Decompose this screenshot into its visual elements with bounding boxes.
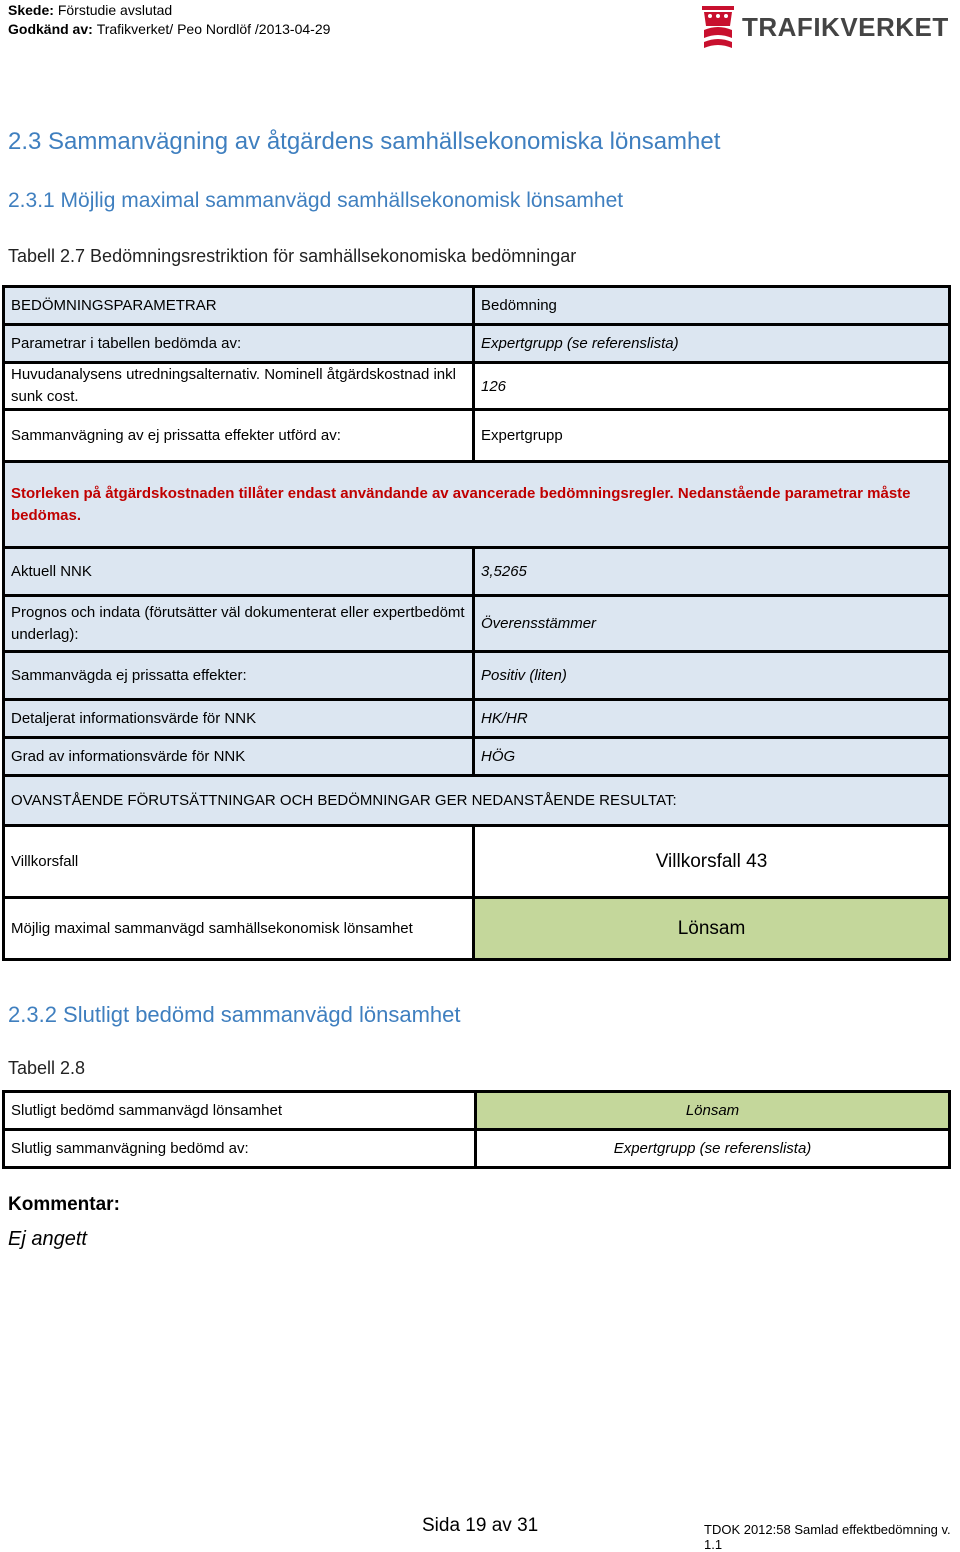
header-right: Bedömning [474, 287, 950, 325]
param-label: Sammanvägda ej prissatta effekter: [4, 652, 474, 700]
page-number: Sida 19 av 31 [422, 1515, 539, 1536]
lonsamhet-value: Lönsam [474, 898, 950, 960]
villkorsfall-value: Villkorsfall 43 [474, 826, 950, 898]
logo-text: TRAFIKVERKET [742, 12, 949, 42]
table-row [4, 1092, 950, 1130]
warning-text: Storleken på åtgärdskostnaden tillåter endast användande av avancerade bedömningsregler. Nedanstående parametrar måste bedömas. [4, 462, 950, 548]
param-label: Detaljerat informationsvärde för NNK [4, 700, 474, 738]
final-table [2, 1090, 951, 1169]
final-label: Slutlig sammanvägning bedömd av: [4, 1130, 476, 1168]
row-label: Sammanvägning av ej prissatta effekter utförd av: [4, 410, 474, 462]
section-title: 2.3 Sammanvägning av åtgärdens samhällsekonomiska lönsamhet [8, 128, 721, 155]
table-row [4, 738, 950, 776]
table-row [4, 826, 950, 898]
param-label: Prognos och indata (förutsätter väl dokumenterat eller expertbedömt underlag): [4, 596, 474, 652]
table-row [4, 363, 950, 410]
param-label: Grad av informationsvärde för NNK [4, 738, 474, 776]
crown-shield-icon [698, 4, 738, 50]
skede-label: Skede: [8, 2, 54, 18]
skede-value: Förstudie avslutad [57, 2, 173, 18]
param-value: HK/HR [474, 700, 950, 738]
header-left: BEDÖMNINGSPARAMETRAR [4, 287, 474, 325]
param-value: Överensstämmer [474, 596, 950, 652]
comment-label: Kommentar: [8, 1194, 120, 1215]
header-godkand [8, 21, 330, 37]
villkorsfall-label: Villkorsfall [4, 826, 474, 898]
table-row [4, 596, 950, 652]
param-value: Positiv (liten) [474, 652, 950, 700]
row-value: Expertgrupp (se referenslista) [474, 325, 950, 363]
final-value: Expertgrupp (se referenslista) [476, 1130, 950, 1168]
table-row [4, 325, 950, 363]
table-row [4, 700, 950, 738]
table1-caption: Tabell 2.7 Bedömningsrestriktion för samhällsekonomiska bedömningar [8, 246, 577, 266]
subsection-title-1: 2.3.1 Möjlig maximal sammanvägd samhällsekonomisk lönsamhet [8, 189, 624, 212]
param-value: 3,5265 [474, 548, 950, 596]
header-skede [8, 2, 172, 18]
table-row [4, 410, 950, 462]
table-row [4, 548, 950, 596]
table-row [4, 1130, 950, 1168]
trafikverket-logo [698, 4, 958, 52]
subsection-title-2: 2.3.2 Slutligt bedömd sammanvägd lönsamhet [8, 1002, 461, 1027]
row-value: 126 [474, 363, 950, 410]
param-label: Aktuell NNK [4, 548, 474, 596]
table2-caption: Tabell 2.8 [8, 1058, 86, 1078]
table-row [4, 898, 950, 960]
row-label: Huvudanalysens utredningsalternativ. Nominell åtgärdskostnad inkl sunk cost. [4, 363, 474, 410]
row-label: Parametrar i tabellen bedömda av: [4, 325, 474, 363]
result-header-row [4, 776, 950, 826]
param-value: HÖG [474, 738, 950, 776]
table-row [4, 652, 950, 700]
row-value: Expertgrupp [474, 410, 950, 462]
comment-value: Ej angett [8, 1228, 87, 1250]
document-id: TDOK 2012:58 Samlad effektbedömning v. 1.1 [704, 1522, 951, 1552]
godkand-label: Godkänd av: [8, 21, 93, 37]
final-label: Slutligt bedömd sammanvägd lönsamhet [4, 1092, 476, 1130]
lonsamhet-label: Möjlig maximal sammanvägd samhällsekonomisk lönsamhet [4, 898, 474, 960]
final-value: Lönsam [476, 1092, 950, 1130]
table-header-row [4, 287, 950, 325]
result-header: OVANSTÅENDE FÖRUTSÄTTNINGAR OCH BEDÖMNINGAR GER NEDANSTÅENDE RESULTAT: [4, 776, 950, 826]
godkand-value: Trafikverket/ Peo Nordlöf /2013-04-29 [96, 21, 331, 37]
warning-row [4, 462, 950, 548]
assessment-table [2, 285, 951, 961]
